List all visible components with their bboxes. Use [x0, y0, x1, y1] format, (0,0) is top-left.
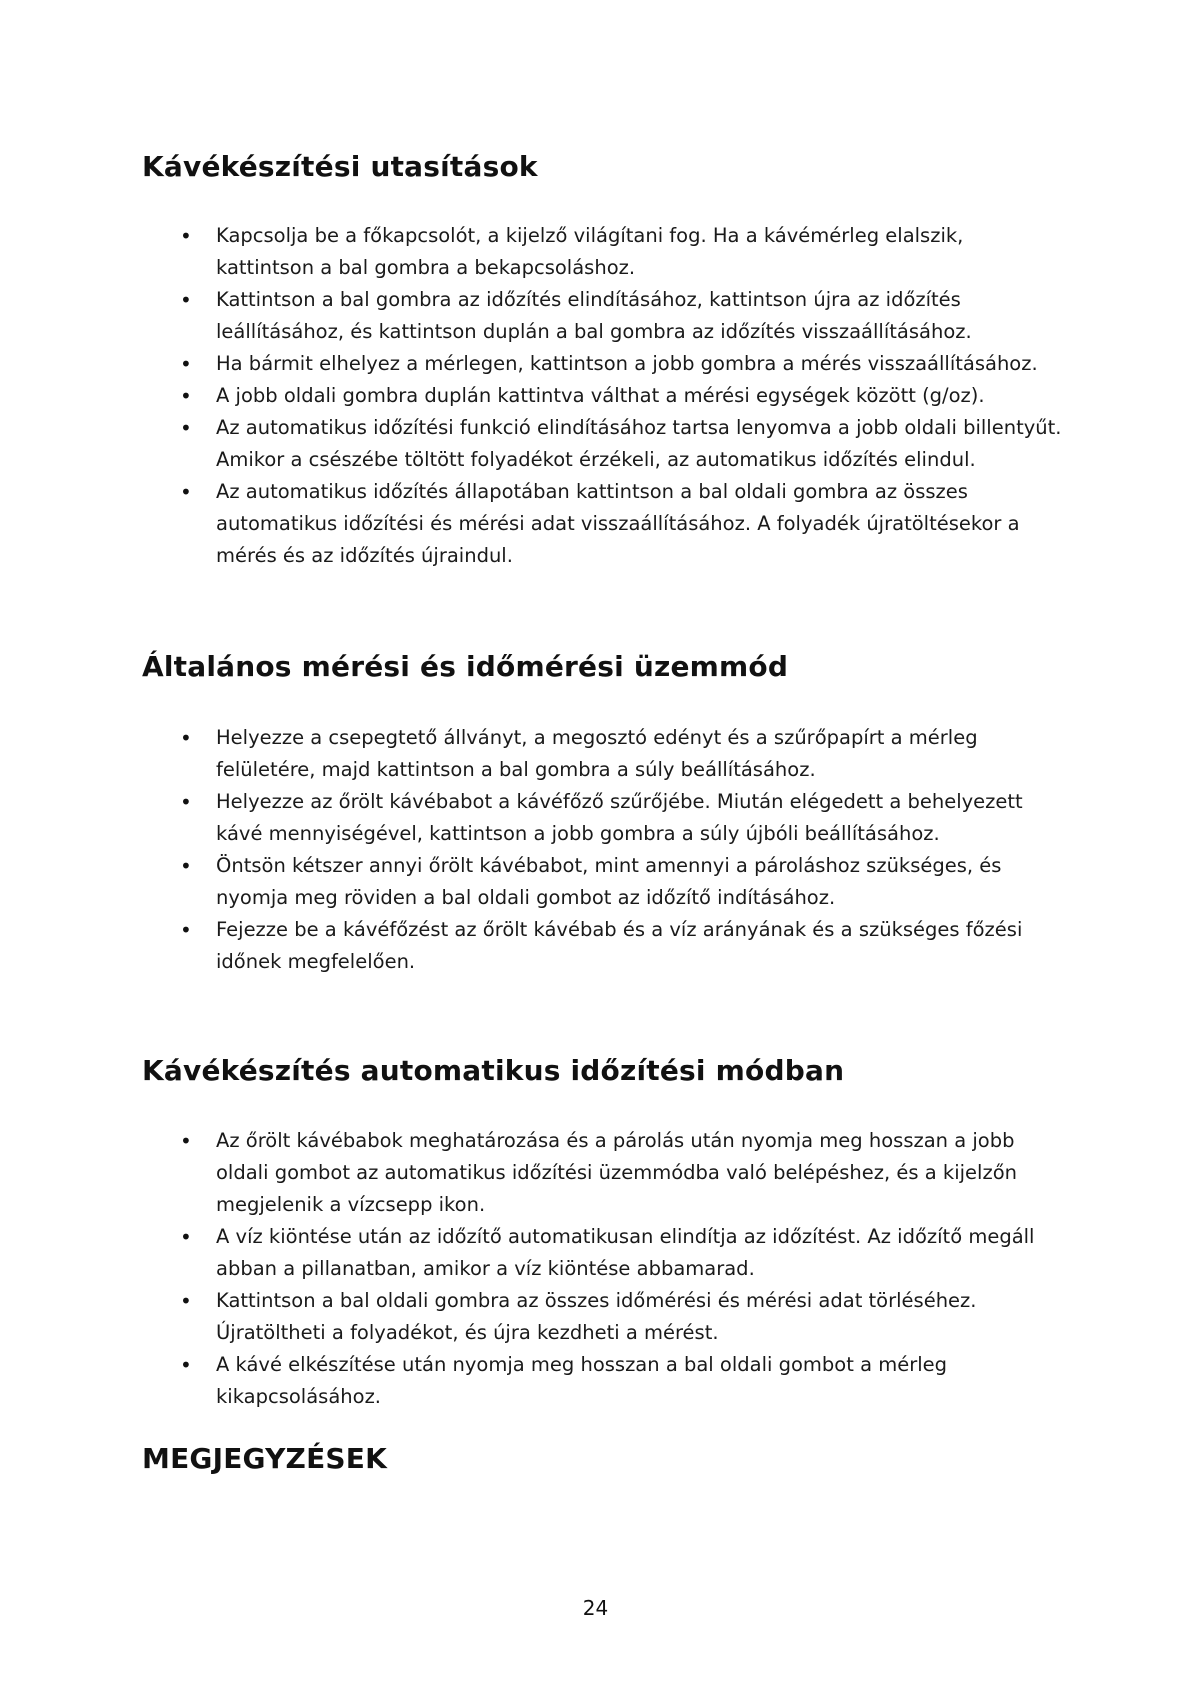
- list-item: • Helyezze az őrölt kávébabot a kávéfőző szűrőjébe. Miután elégedett a behelyezett kávé mennyiségével, kattintson a jobb gombra a súly újbóli beállításához.: [142, 786, 1062, 850]
- coffee-instructions-list: [142, 220, 1062, 572]
- section-title-auto-timing: Kávékészítés automatikus időzítési módban: [142, 1054, 845, 1087]
- list-item: • Öntsön kétszer annyi őrölt kávébabot, mint amennyi a pároláshoz szükséges, és nyomja meg röviden a bal oldali gombot az időzítő indításához.: [142, 850, 1062, 914]
- list-item: • A víz kiöntése után az időzítő automatikusan elindítja az időzítést. Az időzítő megáll abban a pillanatban, amikor a víz kiöntése abbamarad.: [142, 1221, 1062, 1285]
- list-item: • Helyezze a csepegtető állványt, a megosztó edényt és a szűrőpapírt a mérleg felületére, majd kattintson a bal gombra a súly beállításához.: [142, 722, 1062, 786]
- list-item: • A kávé elkészítése után nyomja meg hosszan a bal oldali gombot a mérleg kikapcsolásához.: [142, 1349, 1062, 1413]
- notes-title: MEGJEGYZÉSEK: [142, 1442, 387, 1475]
- section-title-general-mode: Általános mérési és időmérési üzemmód: [142, 650, 789, 683]
- page-number: 24: [582, 1596, 609, 1620]
- list-item: • A jobb oldali gombra duplán kattintva válthat a mérési egységek között (g/oz).: [142, 380, 1062, 412]
- list-item: • Kattintson a bal oldali gombra az összes időmérési és mérési adat törléséhez. Újratöltheti a folyadékot, és újra kezdheti a mérést.: [142, 1285, 1062, 1349]
- list-item: • Fejezze be a kávéfőzést az őrölt kávébab és a víz arányának és a szükséges főzési időnek megfelelően.: [142, 914, 1062, 978]
- section-title-coffee-instructions: Kávékészítési utasítások: [142, 150, 538, 183]
- list-item: • Ha bármit elhelyez a mérlegen, kattintson a jobb gombra a mérés visszaállításához.: [142, 348, 1062, 380]
- auto-timing-list: [142, 1125, 1062, 1413]
- list-item: • Kattintson a bal gombra az időzítés elindításához, kattintson újra az időzítés leállításához, és kattintson duplán a bal gombra az időzítés visszaállításához.: [142, 284, 1062, 348]
- list-item: • Az automatikus időzítés állapotában kattintson a bal oldali gombra az összes automatikus időzítési és mérési adat visszaállításához. A folyadék újratöltésekor a mérés és az időzítés újraindul.: [142, 476, 1062, 572]
- list-item: • Az őrölt kávébabok meghatározása és a párolás után nyomja meg hosszan a jobb oldali gombot az automatikus időzítési üzemmódba való belépéshez, és a kijelzőn megjelenik a vízcsepp ikon.: [142, 1125, 1062, 1221]
- list-item: • Az automatikus időzítési funkció elindításához tartsa lenyomva a jobb oldali billentyűt. Amikor a csészébe töltött folyadékot érzékeli, az automatikus időzítés elindul.: [142, 412, 1062, 476]
- list-item: • Kapcsolja be a főkapcsolót, a kijelző világítani fog. Ha a kávémérleg elalszik, kattintson a bal gombra a bekapcsoláshoz.: [142, 220, 1062, 284]
- general-mode-list: [142, 722, 1062, 978]
